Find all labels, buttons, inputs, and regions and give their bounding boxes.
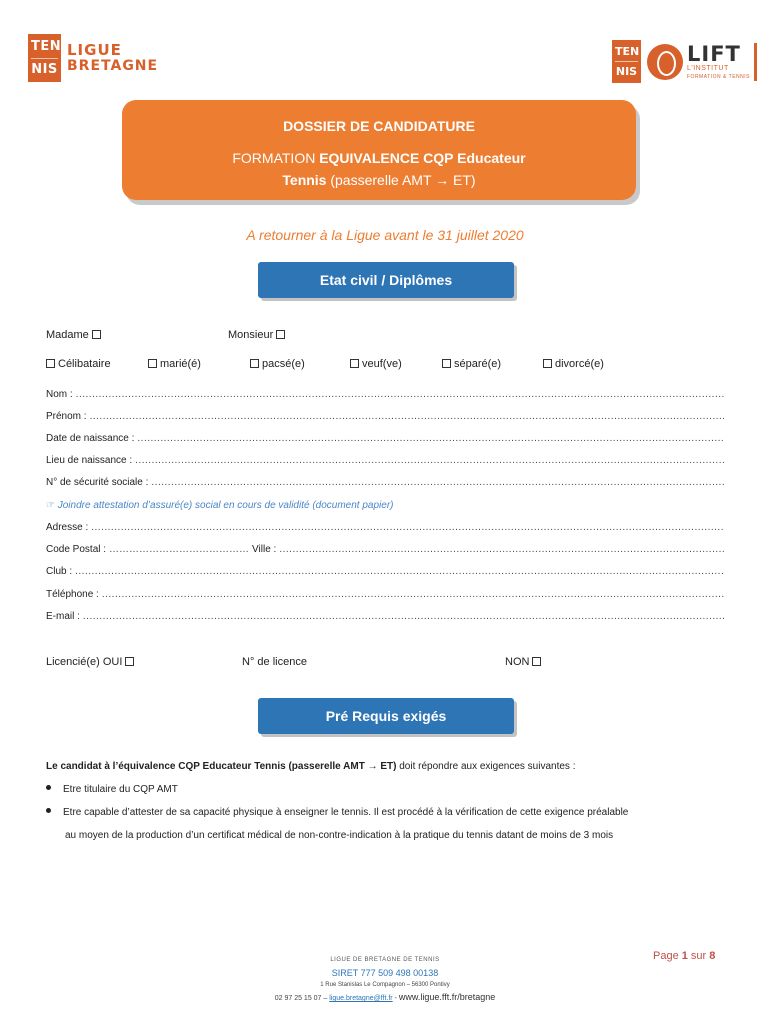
securite-sociale-input-line[interactable] (151, 477, 724, 488)
ligue-bretagne-logo (28, 34, 158, 82)
celibataire-option[interactable] (46, 358, 111, 370)
lieu-naissance-label: Lieu de naissance : (46, 455, 133, 466)
pacse-label: pacsé(e) (262, 358, 305, 370)
club-label: Club : (46, 566, 73, 577)
licencie-non-checkbox[interactable] (532, 657, 541, 666)
formation-name: EQUIVALENCE CQP Educateur (319, 150, 526, 166)
lieu-naissance-field[interactable] (46, 455, 724, 466)
adresse-field[interactable] (46, 522, 724, 533)
code-postal-label: Code Postal : (46, 544, 107, 555)
licencie-oui-checkbox[interactable] (125, 657, 134, 666)
telephone-field[interactable] (46, 589, 724, 600)
nom-input-line[interactable] (76, 389, 724, 400)
licencie-oui-option[interactable] (46, 656, 134, 668)
prenom-label: Prénom : (46, 411, 87, 422)
return-deadline: A retourner à la Ligue avant le 31 juillet 2020 (246, 227, 524, 243)
formation-line (122, 150, 636, 166)
monsieur-option[interactable] (228, 329, 285, 341)
licencie-oui-label: Licencié(e) OUI (46, 656, 123, 668)
marie-label: marié(é) (160, 358, 201, 370)
bullet-1-text: Etre titulaire du CQP AMT (63, 784, 178, 795)
ville-label: Ville : (252, 544, 277, 555)
footer-org: LIGUE DE BRETAGNE DE TENNIS (330, 957, 440, 963)
document-title: DOSSIER DE CANDIDATURE (283, 118, 475, 134)
prerequis-intro-bold: Le candidat à l’équivalence CQP Educateur Tennis (passerelle AMT → ET) (46, 761, 397, 772)
lift-subtitle-2: FORMATION & TENNIS (687, 73, 750, 80)
madame-checkbox[interactable] (92, 330, 101, 339)
prenom-field[interactable] (46, 411, 724, 422)
date-naissance-field[interactable] (46, 433, 724, 444)
marie-option[interactable] (148, 358, 201, 370)
bretagne-word: BRETAGNE (67, 58, 159, 74)
email-field[interactable] (46, 611, 724, 622)
prerequis-bullet-1 (46, 784, 178, 795)
pacse-option[interactable] (250, 358, 305, 370)
email-label: E-mail : (46, 611, 80, 622)
footer-website-link[interactable]: www.ligue.fft.fr/bretagne (398, 992, 496, 1002)
veuf-option[interactable] (350, 358, 402, 370)
tennis-logo-block (28, 34, 61, 82)
date-naissance-input-line[interactable] (137, 433, 724, 444)
telephone-input-line[interactable] (102, 589, 724, 600)
marie-checkbox[interactable] (148, 359, 157, 368)
nom-field[interactable] (46, 389, 724, 400)
securite-sociale-label: N° de sécurité sociale : (46, 477, 149, 488)
ville-input-line[interactable] (279, 544, 724, 555)
lieu-naissance-input-line[interactable] (135, 455, 724, 466)
header-banner (122, 100, 636, 200)
code-postal-ville-field[interactable] (46, 544, 724, 555)
madame-label: Madame (46, 329, 89, 341)
monsieur-label: Monsieur (228, 329, 274, 341)
section-pre-requis: Pré Requis exigés (258, 698, 514, 734)
section-etat-civil: Etat civil / Diplômes (258, 262, 514, 298)
securite-sociale-field[interactable] (46, 477, 724, 488)
lift-subtitle-1: L'INSTITUT (687, 64, 729, 72)
prerequis-bullet-2 (46, 807, 628, 818)
bullet-2-text-line2: au moyen de la production d’un certificat médical de non-contre-indication à la pratique du tennis datant de moins de 3 mois (65, 830, 614, 841)
tennis-logo-small (612, 40, 641, 83)
separe-option[interactable] (442, 358, 501, 370)
tennis-word: Tennis (282, 172, 327, 188)
footer-contact (0, 992, 770, 1002)
lift-ball-icon (647, 44, 683, 80)
logo-ten-text-small: TEN (615, 42, 638, 62)
bullet-icon (46, 785, 51, 790)
formation-prefix: FORMATION (232, 150, 320, 166)
numero-licence-label: N° de licence (242, 656, 307, 668)
prenom-input-line[interactable] (90, 411, 724, 422)
passerelle-text: (passerelle AMT → ET) (326, 172, 476, 188)
telephone-label: Téléphone : (46, 589, 99, 600)
page-middle: sur (687, 950, 710, 962)
veuf-label: veuf(ve) (362, 358, 402, 370)
adresse-input-line[interactable] (91, 522, 724, 533)
date-naissance-label: Date de naissance : (46, 433, 135, 444)
logo-nis-text: NIS (31, 62, 58, 77)
madame-option[interactable] (46, 329, 101, 341)
separe-checkbox[interactable] (442, 359, 451, 368)
ligue-word: LIGUE (67, 41, 122, 59)
lift-institut-logo (612, 40, 757, 83)
licencie-non-option[interactable] (505, 656, 541, 668)
pacse-checkbox[interactable] (250, 359, 259, 368)
nom-label: Nom : (46, 389, 73, 400)
club-field[interactable] (46, 566, 724, 577)
veuf-checkbox[interactable] (350, 359, 359, 368)
divorce-option[interactable] (543, 358, 604, 370)
club-input-line[interactable] (75, 566, 724, 577)
prerequis-intro (46, 761, 575, 772)
prerequis-intro-rest: doit répondre aux exigences suivantes : (396, 761, 576, 772)
divorce-label: divorcé(e) (555, 358, 604, 370)
celibataire-label: Célibataire (58, 358, 111, 370)
divorce-checkbox[interactable] (543, 359, 552, 368)
separe-label: séparé(e) (454, 358, 502, 370)
bullet-icon (46, 808, 51, 813)
logo-ten-text: TEN (31, 36, 58, 59)
footer-phone: 02 97 25 15 07 – (274, 995, 330, 1002)
footer-separator: - (392, 995, 399, 1002)
page-prefix: Page (653, 950, 682, 962)
celibataire-checkbox[interactable] (46, 359, 55, 368)
email-input-line[interactable] (83, 611, 724, 622)
licencie-non-label: NON (505, 656, 530, 668)
page-number (653, 950, 715, 962)
monsieur-checkbox[interactable] (276, 330, 285, 339)
bullet-2-text-line1: Etre capable d’attester de sa capacité physique à enseigner le tennis. Il est procédé à la vérification de cette exigence préalable (63, 807, 629, 818)
logo-nis-text-small: NIS (615, 65, 638, 78)
lift-word: LIFT (687, 41, 741, 66)
page-total: 8 (709, 950, 716, 962)
code-postal-input-line[interactable]: …………………………………… (109, 544, 250, 555)
page-current: 1 (681, 950, 688, 962)
footer-siret: SIRET 777 509 498 00138 (331, 968, 439, 978)
footer-email-link[interactable]: ligue.bretagne@fft.fr (329, 995, 393, 1002)
ligue-name (67, 42, 158, 74)
lift-name (687, 43, 757, 81)
footer-address: 1 Rue Stanislas Le Compagnon – 56300 Pontivy (320, 982, 450, 988)
adresse-label: Adresse : (46, 522, 89, 533)
attestation-note: ☞ Joindre attestation d’assuré(e) social en cours de validité (document papier) (46, 500, 394, 511)
tennis-line (122, 172, 636, 188)
